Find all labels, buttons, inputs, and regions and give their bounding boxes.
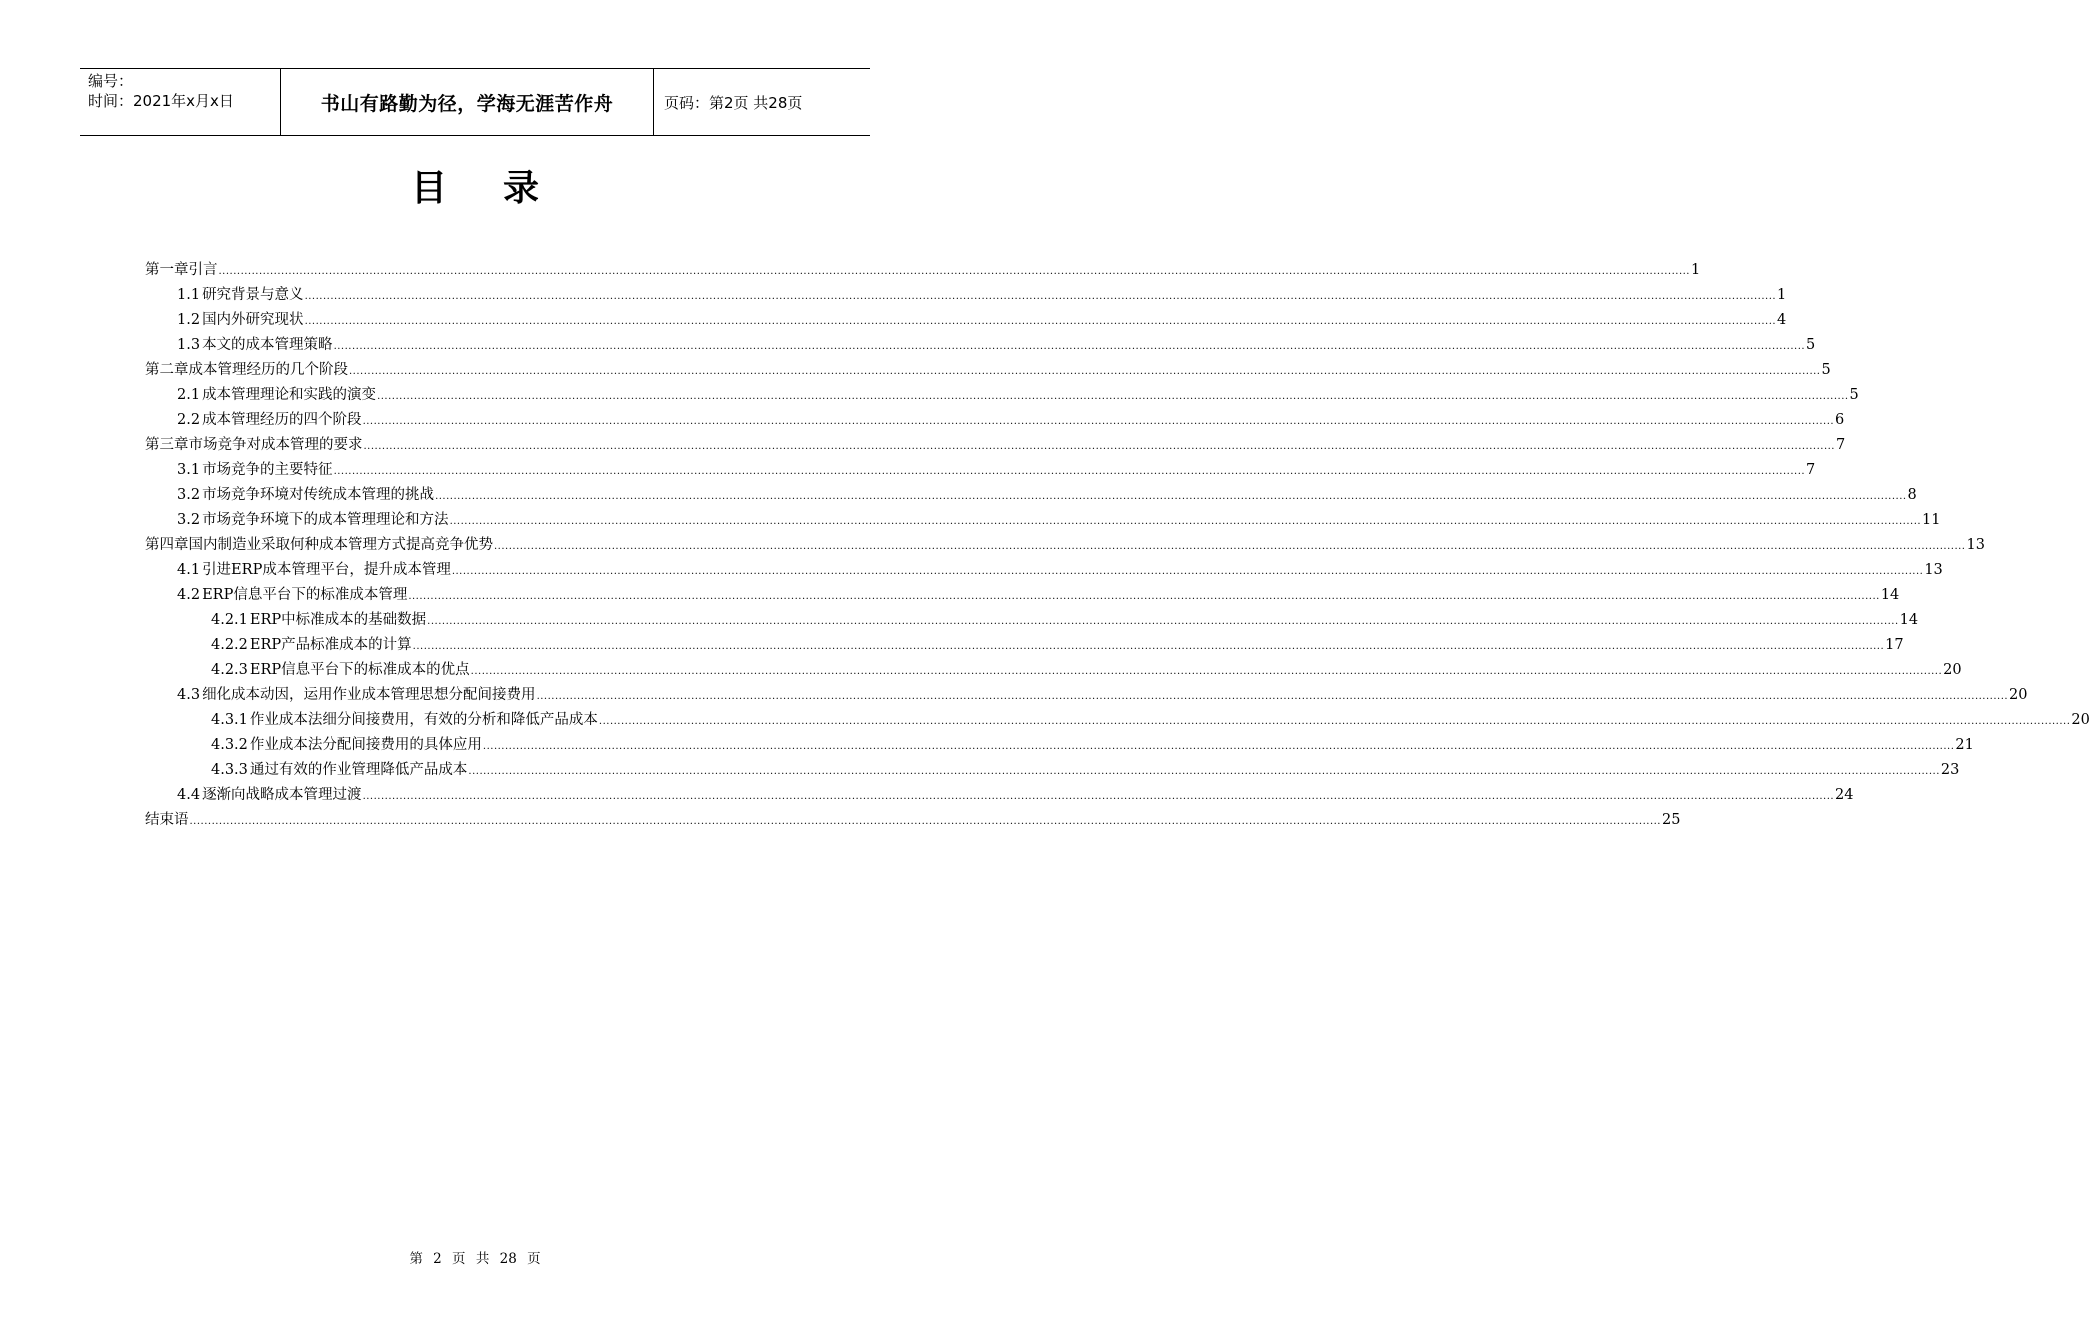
toc-entry-page: 17 (1885, 637, 1904, 653)
toc-entry-number: 1.1 (177, 287, 201, 303)
toc-entry[interactable] (145, 508, 1941, 533)
toc-dot-leader: ................................................................................................................................................................................................................................................................................................................................................................................................................ (362, 416, 1835, 427)
toc-dot-leader: ................................................................................................................................................................................................................................................................................................................................................................................................................ (408, 591, 1880, 602)
toc-entry-title: 通过有效的作业管理降低产品成本 (249, 762, 468, 778)
toc-entry[interactable] (145, 558, 1943, 583)
toc-dot-leader: ................................................................................................................................................................................................................................................................................................................................................................................................................ (363, 441, 1835, 452)
toc-entry-title: 成本管理经历的四个阶段 (202, 412, 362, 428)
toc-entry-page: 1 (1690, 262, 1701, 278)
toc-entry[interactable] (145, 433, 1846, 458)
toc-entry-title: ERP信息平台下的标准成本的优点 (249, 662, 470, 678)
toc-entry[interactable] (145, 308, 1787, 333)
toc-entry[interactable] (145, 533, 1985, 558)
toc-entry[interactable] (145, 358, 1831, 383)
toc-entry-title: ERP产品标准成本的计算 (249, 637, 412, 653)
toc-entry-title: 国内制造业采取何种成本管理方式提高竞争优势 (188, 537, 493, 553)
toc-entry-number: 1.2 (177, 312, 201, 328)
toc-entry-title: 市场竞争环境下的成本管理理论和方法 (202, 512, 449, 528)
toc-entry-title: 国内外研究现状 (202, 312, 304, 328)
toc-entry-page: 11 (1922, 512, 1941, 528)
table-of-contents (145, 258, 2090, 833)
page-header (80, 68, 870, 136)
toc-dot-leader: ................................................................................................................................................................................................................................................................................................................................................................................................................ (449, 516, 1922, 527)
toc-entry-title: 作业成本法分配间接费用的具体应用 (249, 737, 482, 753)
toc-entry-title: ERP中标准成本的基础数据 (249, 612, 427, 628)
toc-entry-number: 4.2.3 (211, 662, 248, 678)
toc-entry[interactable] (145, 783, 1854, 808)
toc-entry[interactable] (145, 583, 1900, 608)
toc-entry-title: 结束语 (145, 812, 189, 828)
toc-entry-page: 14 (1899, 612, 1919, 628)
toc-entry-title: 成本管理经历的几个阶段 (188, 362, 348, 378)
toc-entry[interactable] (145, 383, 1859, 408)
toc-entry-number: 4.2 (177, 587, 201, 603)
toc-dot-leader: ................................................................................................................................................................................................................................................................................................................................................................................................................ (451, 566, 1924, 577)
toc-entry-title: 市场竞争对成本管理的要求 (188, 437, 363, 453)
toc-dot-leader: ................................................................................................................................................................................................................................................................................................................................................................................................................ (189, 816, 1661, 827)
toc-entry-page: 8 (1907, 487, 1917, 503)
toc-entry-page: 5 (1806, 337, 1816, 353)
toc-entry-page: 23 (1940, 762, 1960, 778)
toc-dot-leader: ................................................................................................................................................................................................................................................................................................................................................................................................................ (304, 291, 1777, 302)
toc-entry[interactable] (145, 633, 1904, 658)
toc-entry-page: 25 (1661, 812, 1681, 828)
toc-entry[interactable] (145, 483, 1917, 508)
toc-entry[interactable] (145, 258, 1701, 283)
toc-entry-page: 7 (1806, 462, 1816, 478)
toc-entry[interactable] (145, 458, 1816, 483)
page-title: 目录 (410, 168, 595, 209)
toc-entry-page: 13 (1966, 537, 1985, 553)
toc-entry-number: 第四章 (145, 537, 189, 553)
toc-entry-number: 3.1 (177, 462, 201, 478)
toc-dot-leader: ................................................................................................................................................................................................................................................................................................................................................................................................................ (427, 616, 1899, 627)
toc-entry-number: 4.1 (177, 562, 201, 578)
toc-entry[interactable] (145, 408, 1845, 433)
toc-entry[interactable] (145, 808, 1681, 833)
toc-entry-title: 市场竞争环境对传统成本管理的挑战 (202, 487, 435, 503)
toc-entry-number: 4.2.2 (211, 637, 248, 653)
toc-entry[interactable] (145, 683, 2028, 708)
toc-dot-leader: ................................................................................................................................................................................................................................................................................................................................................................................................................ (494, 541, 1966, 552)
toc-entry-page: 7 (1835, 437, 1846, 453)
toc-dot-leader: ................................................................................................................................................................................................................................................................................................................................................................................................................ (598, 716, 2071, 727)
toc-entry[interactable] (145, 658, 1962, 683)
toc-entry-page: 5 (1821, 362, 1831, 378)
toc-entry-title: 本文的成本管理策略 (202, 337, 333, 353)
header-page-info: 页码：第2页 共28页 (664, 93, 803, 112)
toc-entry-number: 4.3 (177, 687, 201, 703)
toc-entry-title: 市场竞争的主要特征 (202, 462, 333, 478)
toc-entry-page: 14 (1880, 587, 1900, 603)
toc-entry[interactable] (145, 608, 1919, 633)
toc-entry-title: 逐渐向战略成本管理过渡 (202, 787, 362, 803)
toc-entry-title: 研究背景与意义 (202, 287, 304, 303)
toc-entry-number: 第二章 (145, 362, 189, 378)
toc-entry[interactable] (145, 283, 1787, 308)
toc-dot-leader: ................................................................................................................................................................................................................................................................................................................................................................................................................ (482, 741, 1955, 752)
toc-entry-page: 6 (1835, 412, 1845, 428)
toc-entry-number: 2.2 (177, 412, 201, 428)
document-time: 时间：2021年x月x日 (88, 92, 234, 110)
toc-entry-number: 第三章 (145, 437, 189, 453)
toc-entry-page: 20 (1943, 662, 1962, 678)
toc-dot-leader: ................................................................................................................................................................................................................................................................................................................................................................................................................ (435, 491, 1907, 502)
page-footer: 第 2 页 共 28 页 (409, 1251, 541, 1267)
toc-entry-number: 4.2.1 (211, 612, 248, 628)
toc-entry-page: 4 (1777, 312, 1787, 328)
toc-entry-page: 21 (1955, 737, 1974, 753)
toc-entry[interactable] (145, 333, 1816, 358)
toc-dot-leader: ................................................................................................................................................................................................................................................................................................................................................................................................................ (333, 466, 1806, 477)
toc-entry-title: 引言 (188, 262, 218, 278)
toc-dot-leader: ................................................................................................................................................................................................................................................................................................................................................................................................................ (470, 666, 1943, 677)
toc-entry-number: 2.1 (177, 387, 201, 403)
toc-entry-number: 4.4 (177, 787, 201, 803)
toc-entry[interactable] (145, 758, 1960, 783)
toc-dot-leader: ................................................................................................................................................................................................................................................................................................................................................................................................................ (304, 316, 1777, 327)
toc-entry-number: 3.2 (177, 487, 201, 503)
toc-entry-number: 4.3.2 (211, 737, 248, 753)
toc-entry[interactable] (145, 708, 2090, 733)
toc-entry-page: 13 (1924, 562, 1943, 578)
toc-entry-number: 1.3 (177, 337, 201, 353)
toc-entry-page: 20 (2071, 712, 2090, 728)
toc-dot-leader: ................................................................................................................................................................................................................................................................................................................................................................................................................ (349, 366, 1821, 377)
toc-entry-number: 第一章 (145, 262, 189, 278)
toc-entry-page: 1 (1777, 287, 1787, 303)
toc-dot-leader: ................................................................................................................................................................................................................................................................................................................................................................................................................ (377, 391, 1849, 402)
toc-entry-page: 5 (1849, 387, 1859, 403)
header-motto: 书山有路勤为径，学海无涯苦作舟 (281, 69, 654, 135)
toc-entry-page: 20 (2009, 687, 2028, 703)
toc-dot-leader: ................................................................................................................................................................................................................................................................................................................................................................................................................ (536, 691, 2009, 702)
toc-dot-leader: ................................................................................................................................................................................................................................................................................................................................................................................................................ (412, 641, 1885, 652)
toc-dot-leader: ................................................................................................................................................................................................................................................................................................................................................................................................................ (468, 766, 1940, 777)
toc-entry-number: 3.2 (177, 512, 201, 528)
toc-dot-leader: ................................................................................................................................................................................................................................................................................................................................................................................................................ (333, 341, 1806, 352)
toc-entry-number: 4.3.1 (211, 712, 248, 728)
document-number-label: 编号： (88, 72, 134, 90)
toc-entry-title: 引进ERP成本管理平台，提升成本管理 (202, 562, 451, 578)
header-meta (80, 69, 281, 135)
toc-dot-leader: ................................................................................................................................................................................................................................................................................................................................................................................................................ (362, 791, 1835, 802)
toc-entry-title: 作业成本法细分间接费用，有效的分析和降低产品成本 (249, 712, 598, 728)
toc-dot-leader: ................................................................................................................................................................................................................................................................................................................................................................................................................ (218, 266, 1690, 277)
toc-entry-title: 细化成本动因，运用作业成本管理思想分配间接费用 (202, 687, 536, 703)
toc-entry-number: 4.3.3 (211, 762, 248, 778)
toc-entry-page: 24 (1835, 787, 1854, 803)
toc-entry-title: 成本管理理论和实践的演变 (202, 387, 377, 403)
toc-entry-title: ERP信息平台下的标准成本管理 (202, 587, 408, 603)
toc-entry[interactable] (145, 733, 1974, 758)
